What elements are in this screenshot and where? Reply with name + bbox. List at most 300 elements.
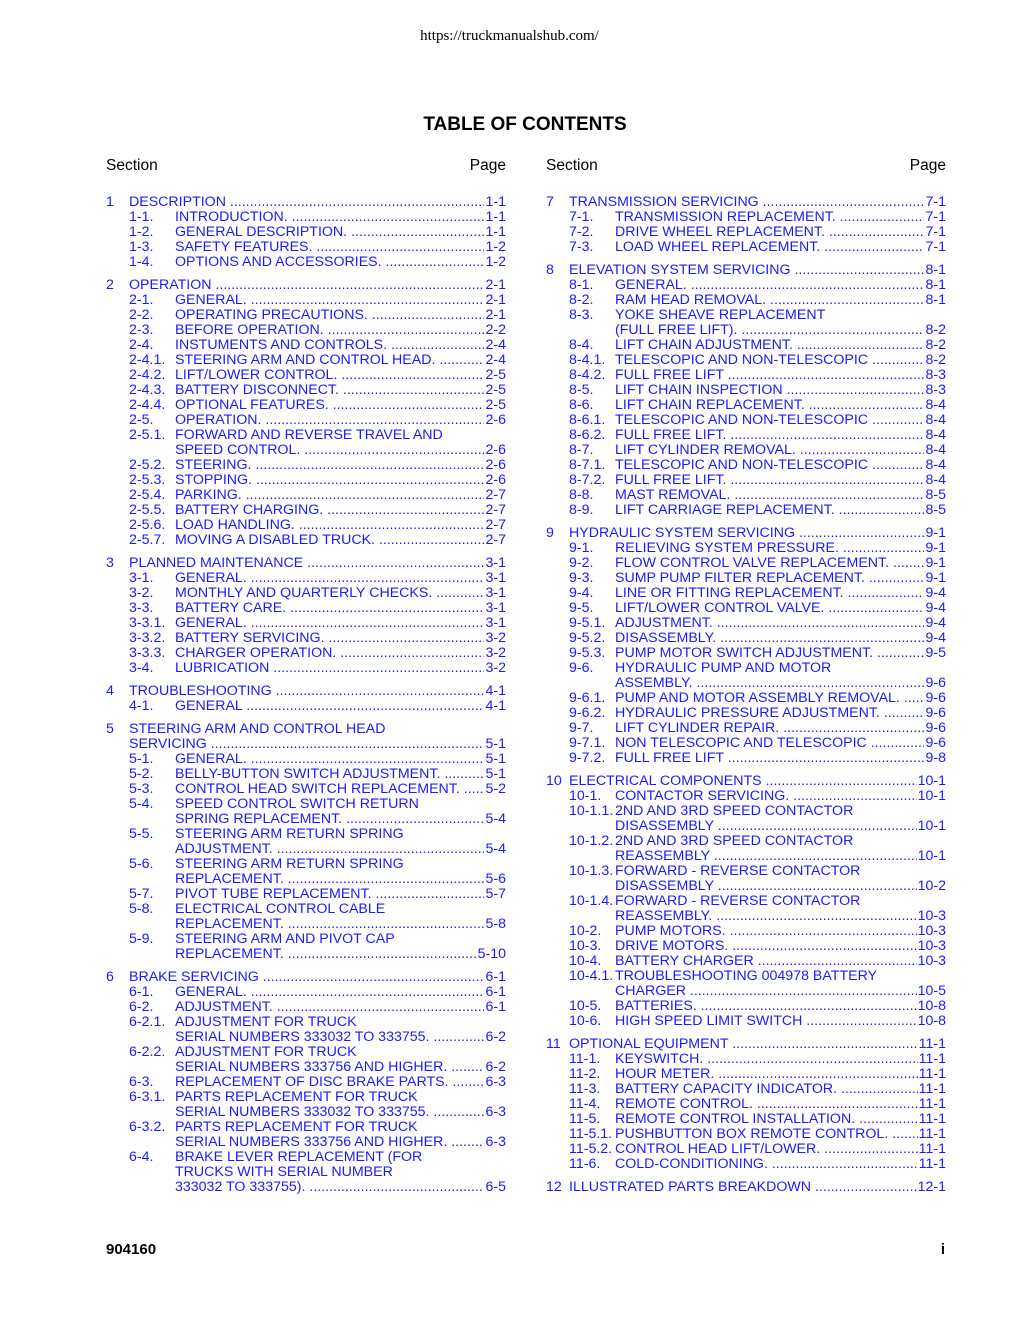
- toc-page-ref[interactable]: 5-1: [485, 736, 506, 752]
- toc-entry-heading-line[interactable]: [546, 894, 946, 909]
- toc-entry[interactable]: [546, 924, 946, 939]
- toc-page-ref[interactable]: 9-4: [925, 600, 946, 616]
- toc-entry[interactable]: [106, 503, 506, 518]
- toc-entry[interactable]: [546, 541, 946, 556]
- toc-entry[interactable]: [546, 676, 946, 691]
- toc-section-number: 3-4.: [129, 660, 154, 676]
- toc-entry-title: LOAD HANDLING. .....: [175, 518, 484, 533]
- toc-entry-title: GENERAL. .....: [175, 752, 484, 767]
- toc-entry[interactable]: [546, 1097, 946, 1112]
- toc-page-ref[interactable]: 11-1: [918, 1081, 946, 1097]
- toc-entry-heading-line[interactable]: [106, 827, 506, 842]
- toc-entry-title: ILLUSTRATED PARTS BREAKDOWN .....: [569, 1180, 917, 1195]
- toc-entry[interactable]: [106, 1000, 506, 1015]
- toc-page-ref[interactable]: 2-7: [485, 502, 506, 518]
- toc-entry-heading-line[interactable]: [106, 1165, 506, 1180]
- toc-entry-title: LIFT/LOWER CONTROL. .....: [175, 368, 484, 383]
- toc-entry[interactable]: [106, 782, 506, 797]
- toc-entry[interactable]: [106, 631, 506, 646]
- toc-page-ref[interactable]: 10-2: [917, 878, 946, 894]
- toc-entry[interactable]: [106, 812, 506, 827]
- toc-entry[interactable]: [546, 413, 946, 428]
- toc-page-ref[interactable]: 2-6: [485, 472, 506, 488]
- toc-entry[interactable]: [546, 458, 946, 473]
- toc-entry-heading-line[interactable]: [106, 1150, 506, 1165]
- toc-section-number: 7: [546, 194, 554, 210]
- toc-entry[interactable]: [106, 752, 506, 767]
- toc-page-ref[interactable]: 8-5: [925, 502, 946, 518]
- toc-entry-title-line: HYDRAULIC PUMP AND MOTOR: [615, 660, 832, 676]
- toc-entry-heading-line[interactable]: [106, 722, 506, 737]
- toc-section-number: 8-6.1.: [569, 412, 606, 428]
- toc-page-ref[interactable]: 5-10: [477, 946, 506, 962]
- toc-section-number: 2-3.: [129, 322, 154, 338]
- toc-entry[interactable]: [546, 849, 946, 864]
- toc-page-ref[interactable]: 8-4: [925, 427, 946, 443]
- toc-page-ref[interactable]: 3-2: [485, 660, 506, 676]
- toc-entry[interactable]: [106, 195, 506, 210]
- toc-page-ref[interactable]: 10-1: [917, 818, 946, 834]
- toc-entry-title: FULL FREE LIFT .....: [615, 751, 924, 766]
- toc-page-ref[interactable]: 5-6: [485, 871, 506, 887]
- toc-entry[interactable]: [546, 225, 946, 240]
- toc-page-ref[interactable]: 9-1: [925, 540, 946, 556]
- toc-entry[interactable]: [546, 503, 946, 518]
- toc-page-ref[interactable]: 7-1: [925, 224, 946, 240]
- toc-page-ref[interactable]: 2-4: [485, 352, 506, 368]
- toc-section-number: 2-4.4.: [129, 397, 166, 413]
- toc-page-ref[interactable]: 9-4: [925, 585, 946, 601]
- toc-page-ref[interactable]: 9-8: [925, 750, 946, 766]
- toc-page-ref[interactable]: 8-5: [925, 487, 946, 503]
- toc-entry[interactable]: [106, 383, 506, 398]
- toc-entry[interactable]: [106, 1135, 506, 1150]
- toc-page-ref[interactable]: 9-6: [925, 690, 946, 706]
- toc-entry[interactable]: [106, 684, 506, 699]
- toc-entry[interactable]: [546, 263, 946, 278]
- toc-page-ref[interactable]: 9-1: [925, 555, 946, 571]
- toc-entry[interactable]: [106, 293, 506, 308]
- toc-entry[interactable]: [546, 616, 946, 631]
- toc-entry[interactable]: [546, 736, 946, 751]
- toc-page-ref[interactable]: 8-2: [925, 352, 946, 368]
- toc-page-ref[interactable]: 11-1: [918, 1096, 946, 1112]
- toc-page-ref[interactable]: 8-4: [925, 412, 946, 428]
- toc-entry[interactable]: [106, 699, 506, 714]
- toc-page-ref[interactable]: 2-7: [485, 532, 506, 548]
- toc-page-ref[interactable]: 5-4: [485, 811, 506, 827]
- toc-page-ref[interactable]: 3-1: [485, 585, 506, 601]
- toc-entry-heading-line[interactable]: [546, 864, 946, 879]
- toc-section-number: 9-5.3.: [569, 645, 606, 661]
- toc-section-number: 6-2.2.: [129, 1044, 166, 1060]
- toc-entry[interactable]: [546, 323, 946, 338]
- toc-entry[interactable]: [106, 1180, 506, 1195]
- toc-section-number: 3-2.: [129, 585, 154, 601]
- toc-page-ref[interactable]: 6-1: [485, 984, 506, 1000]
- toc-entry-title: OPERATION. .....: [175, 413, 484, 428]
- toc-page-ref[interactable]: 5-1: [485, 766, 506, 782]
- toc-entry-title: OPTIONAL EQUIPMENT .....: [569, 1037, 918, 1052]
- toc-entry[interactable]: [106, 458, 506, 473]
- toc-entry[interactable]: [546, 473, 946, 488]
- toc-page-ref[interactable]: 8-4: [925, 457, 946, 473]
- toc-entry-title: HYDRAULIC SYSTEM SERVICING .....: [569, 526, 924, 541]
- toc-entry[interactable]: [106, 210, 506, 225]
- toc-page-ref[interactable]: 6-3: [485, 1104, 506, 1120]
- toc-entry[interactable]: [546, 954, 946, 969]
- toc-page-ref[interactable]: 5-7: [485, 886, 506, 902]
- toc-entry-title: CONTACTOR SERVICING. .....: [615, 789, 917, 804]
- toc-entry[interactable]: [546, 428, 946, 443]
- toc-entry[interactable]: [546, 1037, 946, 1052]
- toc-page-ref[interactable]: 1-2: [485, 239, 506, 255]
- toc-page-ref[interactable]: 8-4: [925, 397, 946, 413]
- toc-entry[interactable]: [106, 767, 506, 782]
- toc-entry[interactable]: [546, 646, 946, 661]
- toc-page-ref[interactable]: 5-8: [485, 916, 506, 932]
- toc-section-number: 10-2.: [569, 923, 602, 939]
- toc-entry[interactable]: [546, 789, 946, 804]
- toc-section-number: 11-5.1.: [569, 1126, 613, 1142]
- toc-entry[interactable]: [106, 1105, 506, 1120]
- toc-entry[interactable]: [106, 661, 506, 676]
- toc-page-ref[interactable]: 2-2: [485, 322, 506, 338]
- toc-entry[interactable]: [546, 368, 946, 383]
- toc-page-ref[interactable]: 3-1: [485, 555, 506, 571]
- toc-page-ref[interactable]: 2-5: [485, 382, 506, 398]
- toc-entry-heading-line[interactable]: [106, 428, 506, 443]
- toc-page-ref[interactable]: 11-1: [918, 1126, 946, 1142]
- toc-entry-heading-line[interactable]: [546, 804, 946, 819]
- toc-entry-heading-line[interactable]: [106, 1045, 506, 1060]
- toc-entry[interactable]: [546, 1082, 946, 1097]
- toc-entry[interactable]: [546, 210, 946, 225]
- toc-page-ref[interactable]: 4-1: [485, 683, 506, 699]
- toc-page-ref[interactable]: 7-1: [925, 239, 946, 255]
- toc-page-ref[interactable]: 10-3: [917, 923, 946, 939]
- toc-page-ref[interactable]: 9-6: [925, 705, 946, 721]
- toc-entry[interactable]: [546, 691, 946, 706]
- toc-page-ref[interactable]: 9-4: [925, 615, 946, 631]
- toc-entry[interactable]: [106, 255, 506, 270]
- toc-section-number: 2-5.1.: [129, 427, 166, 443]
- toc-page-ref[interactable]: 1-2: [485, 254, 506, 270]
- toc-chapter-group: [546, 526, 946, 766]
- toc-entry[interactable]: [546, 909, 946, 924]
- toc-page-ref[interactable]: 2-1: [485, 277, 506, 293]
- toc-entry-title: PIVOT TUBE REPLACEMENT. .....: [175, 887, 484, 902]
- toc-page-ref[interactable]: 2-4: [485, 337, 506, 353]
- toc-section-number: 5-6.: [129, 856, 154, 872]
- source-url: https://truckmanualshub.com/: [420, 28, 599, 44]
- toc-entry[interactable]: [106, 601, 506, 616]
- toc-entry[interactable]: [546, 571, 946, 586]
- toc-entry[interactable]: [546, 1067, 946, 1082]
- toc-entry[interactable]: [546, 706, 946, 721]
- toc-entry[interactable]: [546, 774, 946, 789]
- toc-page-ref[interactable]: 11-1: [918, 1111, 946, 1127]
- toc-page-ref[interactable]: 8-2: [925, 337, 946, 353]
- toc-entry[interactable]: [546, 526, 946, 541]
- toc-entry[interactable]: [106, 398, 506, 413]
- toc-entry[interactable]: [106, 353, 506, 368]
- toc-entry[interactable]: [106, 308, 506, 323]
- toc-page-ref[interactable]: 10-1: [917, 848, 946, 864]
- toc-entry[interactable]: [546, 278, 946, 293]
- toc-page-ref[interactable]: 9-6: [925, 720, 946, 736]
- toc-section-number: 1: [106, 194, 114, 210]
- toc-page-ref[interactable]: 4-1: [485, 698, 506, 714]
- toc-entry[interactable]: [546, 240, 946, 255]
- toc-page-ref[interactable]: 6-1: [485, 969, 506, 985]
- toc-section-number: 8-4.2.: [569, 367, 606, 383]
- toc-section-number: 9-6.1.: [569, 690, 606, 706]
- toc-page-ref[interactable]: 11-1: [918, 1036, 946, 1052]
- toc-page-ref[interactable]: 8-2: [925, 322, 946, 338]
- toc-entry-title: SERVICING .....: [129, 737, 484, 752]
- toc-section-number: 9-6.2.: [569, 705, 606, 721]
- toc-page-ref[interactable]: 9-4: [925, 630, 946, 646]
- toc-entry[interactable]: [106, 1075, 506, 1090]
- toc-entry[interactable]: [106, 473, 506, 488]
- toc-entry[interactable]: [106, 737, 506, 752]
- toc-page-ref[interactable]: 10-5: [917, 983, 946, 999]
- toc-entry[interactable]: [106, 556, 506, 571]
- toc-page-ref[interactable]: 2-1: [485, 292, 506, 308]
- toc-entry-heading-line[interactable]: [546, 969, 946, 984]
- toc-page-ref[interactable]: 1-1: [485, 194, 506, 210]
- toc-page-ref[interactable]: 2-7: [485, 487, 506, 503]
- toc-entry[interactable]: [546, 443, 946, 458]
- toc-page-ref[interactable]: 8-3: [925, 382, 946, 398]
- toc-entry[interactable]: [546, 338, 946, 353]
- section-heading: Section: [106, 157, 158, 174]
- toc-entry[interactable]: [546, 1127, 946, 1142]
- toc-entry[interactable]: [546, 1180, 946, 1195]
- toc-column-left: [106, 157, 506, 1203]
- toc-page-ref[interactable]: 6-2: [485, 1059, 506, 1075]
- toc-page-ref[interactable]: 6-2: [485, 1029, 506, 1045]
- toc-page-ref[interactable]: 3-2: [485, 645, 506, 661]
- toc-entry[interactable]: [106, 917, 506, 932]
- toc-page-ref[interactable]: 3-2: [485, 630, 506, 646]
- toc-entry-heading-line[interactable]: [546, 661, 946, 676]
- toc-entry[interactable]: [546, 293, 946, 308]
- toc-entry[interactable]: [546, 879, 946, 894]
- toc-entry[interactable]: [546, 353, 946, 368]
- toc-entry-title: GENERAL. .....: [175, 293, 484, 308]
- toc-page-ref[interactable]: 2-5: [485, 397, 506, 413]
- toc-page-ref[interactable]: 10-3: [917, 938, 946, 954]
- toc-entry-title: GENERAL. .....: [175, 985, 484, 1000]
- toc-chapter-group: [546, 1037, 946, 1172]
- toc-entry[interactable]: [546, 1052, 946, 1067]
- toc-entry[interactable]: [106, 533, 506, 548]
- toc-page-ref[interactable]: 6-5: [485, 1179, 506, 1195]
- toc-section-number: 11-5.2.: [569, 1141, 613, 1157]
- toc-entry[interactable]: [106, 571, 506, 586]
- toc-page-ref[interactable]: 10-8: [917, 1013, 946, 1029]
- toc-page-ref[interactable]: 2-5: [485, 367, 506, 383]
- toc-page-ref[interactable]: 10-1: [917, 788, 946, 804]
- toc-page-ref[interactable]: 3-1: [485, 600, 506, 616]
- toc-entry[interactable]: [546, 721, 946, 736]
- toc-page-ref[interactable]: 8-1: [925, 262, 946, 278]
- toc-section-number: 10-1.4.: [569, 893, 614, 909]
- toc-entry-title: OPTIONAL FEATURES. .....: [175, 398, 484, 413]
- toc-entry-title: CONTROL HEAD SWITCH REPLACEMENT. .....: [175, 782, 484, 797]
- toc-entry-heading-line[interactable]: [106, 1120, 506, 1135]
- toc-entry[interactable]: [106, 443, 506, 458]
- toc-entry-heading-line[interactable]: [106, 1090, 506, 1105]
- toc-section-number: 12: [546, 1179, 562, 1195]
- toc-page-ref[interactable]: 7-1: [925, 194, 946, 210]
- toc-page-ref[interactable]: 11-1: [918, 1066, 946, 1082]
- toc-entry[interactable]: [546, 383, 946, 398]
- toc-entry-title: BATTERIES. .....: [615, 999, 917, 1014]
- toc-entry[interactable]: [106, 240, 506, 255]
- toc-entry[interactable]: [106, 872, 506, 887]
- toc-entry[interactable]: [546, 939, 946, 954]
- toc-entry[interactable]: [106, 518, 506, 533]
- toc-page-ref[interactable]: 11-1: [918, 1051, 946, 1067]
- toc-entry[interactable]: [106, 586, 506, 601]
- toc-entry[interactable]: [546, 631, 946, 646]
- toc-entry[interactable]: [546, 398, 946, 413]
- toc-section-number: 10-1.3.: [569, 863, 614, 879]
- toc-section-number: 2-5.7.: [129, 532, 166, 548]
- toc-page-ref[interactable]: 2-7: [485, 517, 506, 533]
- toc-page-ref[interactable]: 11-1: [918, 1156, 946, 1172]
- toc-section-number: 5-4.: [129, 796, 154, 812]
- toc-entry[interactable]: [546, 586, 946, 601]
- toc-entry[interactable]: [546, 984, 946, 999]
- toc-entry[interactable]: [546, 1157, 946, 1172]
- toc-page-ref[interactable]: 10-1: [917, 773, 946, 789]
- toc-page-ref[interactable]: 7-1: [925, 209, 946, 225]
- toc-entry[interactable]: [106, 323, 506, 338]
- toc-page-ref[interactable]: 5-1: [485, 751, 506, 767]
- toc-page-ref[interactable]: 12-1: [917, 1179, 946, 1195]
- toc-entry-heading-line[interactable]: [106, 797, 506, 812]
- toc-entry[interactable]: [546, 751, 946, 766]
- toc-entry-heading-line[interactable]: [106, 902, 506, 917]
- toc-entry[interactable]: [106, 616, 506, 631]
- toc-entry-title: OPERATION .....: [129, 278, 484, 293]
- toc-entry-heading-line[interactable]: [546, 834, 946, 849]
- toc-page-ref[interactable]: 9-6: [925, 675, 946, 691]
- toc-page-ref[interactable]: 5-2: [485, 781, 506, 797]
- toc-page-ref[interactable]: 3-1: [485, 615, 506, 631]
- toc-entry-title: LINE OR FITTING REPLACEMENT. .....: [615, 586, 924, 601]
- toc-section-number: 6-1.: [129, 984, 154, 1000]
- toc-section-number: 2: [106, 277, 114, 293]
- toc-entry[interactable]: [106, 947, 506, 962]
- toc-entry[interactable]: [106, 368, 506, 383]
- toc-page-ref[interactable]: 2-6: [485, 442, 506, 458]
- toc-page-ref[interactable]: 8-1: [925, 277, 946, 293]
- toc-entry[interactable]: [106, 970, 506, 985]
- toc-entry-title: FULL FREE LIFT .....: [615, 368, 924, 383]
- toc-page-ref[interactable]: 9-1: [925, 570, 946, 586]
- toc-entry-title: SUMP PUMP FILTER REPLACEMENT. .....: [615, 571, 924, 586]
- toc-page-ref[interactable]: 1-1: [485, 224, 506, 240]
- toc-page-ref[interactable]: 9-6: [925, 735, 946, 751]
- toc-page-ref[interactable]: 10-3: [917, 908, 946, 924]
- toc-entry[interactable]: [106, 842, 506, 857]
- toc-entry[interactable]: [546, 999, 946, 1014]
- toc-page-ref[interactable]: 10-8: [917, 998, 946, 1014]
- toc-page-ref[interactable]: 8-3: [925, 367, 946, 383]
- toc-page-ref[interactable]: 6-1: [485, 999, 506, 1015]
- toc-entry[interactable]: [106, 225, 506, 240]
- toc-entry[interactable]: [546, 819, 946, 834]
- toc-entry-title: LUBRICATION .....: [175, 661, 484, 676]
- toc-entry[interactable]: [106, 646, 506, 661]
- toc-entry-title: HIGH SPEED LIMIT SWITCH .....: [615, 1014, 917, 1029]
- toc-entry-title: SPRING REPLACEMENT. .....: [175, 812, 484, 827]
- toc-entry-title: MOVING A DISABLED TRUCK. .....: [175, 533, 484, 548]
- toc-section-number: 10-1.2.: [569, 833, 614, 849]
- toc-entry-title: GENERAL .....: [175, 699, 484, 714]
- toc-page-ref[interactable]: 6-3: [485, 1134, 506, 1150]
- toc-page-ref[interactable]: 11-1: [918, 1141, 946, 1157]
- toc-page-ref[interactable]: 8-4: [925, 442, 946, 458]
- toc-entry-title: OPERATING PRECAUTIONS. .....: [175, 308, 484, 323]
- toc-entry[interactable]: [546, 601, 946, 616]
- toc-entry-title: HOUR METER. .....: [615, 1067, 918, 1082]
- toc-entry[interactable]: [106, 1060, 506, 1075]
- toc-chapter-group: [106, 722, 506, 962]
- toc-entry[interactable]: [106, 278, 506, 293]
- toc-entry-heading-line[interactable]: [106, 932, 506, 947]
- toc-entry-heading-line[interactable]: [106, 1015, 506, 1030]
- toc-chapter-group: [106, 556, 506, 676]
- toc-page-ref[interactable]: 2-6: [485, 457, 506, 473]
- toc-entry-title-line: 2ND AND 3RD SPEED CONTACTOR: [615, 803, 854, 819]
- toc-entry[interactable]: [546, 1014, 946, 1029]
- toc-section-number: 11: [546, 1036, 561, 1052]
- toc-entry[interactable]: [546, 1112, 946, 1127]
- toc-section-number: 9-5.: [569, 600, 594, 616]
- toc-entry-heading-line[interactable]: [546, 308, 946, 323]
- toc-entry[interactable]: [546, 195, 946, 210]
- toc-entry[interactable]: [546, 1142, 946, 1157]
- toc-entry-heading-line[interactable]: [106, 857, 506, 872]
- toc-entry[interactable]: [546, 488, 946, 503]
- toc-page-ref[interactable]: 10-3: [917, 953, 946, 969]
- toc-entry[interactable]: [106, 488, 506, 503]
- toc-page-ref[interactable]: 8-4: [925, 472, 946, 488]
- toc-page-ref[interactable]: 9-1: [925, 525, 946, 541]
- toc-page-ref[interactable]: 1-1: [485, 209, 506, 225]
- toc-entry[interactable]: [106, 887, 506, 902]
- toc-entry[interactable]: [546, 556, 946, 571]
- toc-section-number: 3-3.3.: [129, 645, 166, 661]
- toc-page-ref[interactable]: 3-1: [485, 570, 506, 586]
- toc-entry[interactable]: [106, 338, 506, 353]
- toc-page-ref[interactable]: 6-3: [485, 1074, 506, 1090]
- toc-page-ref[interactable]: 5-4: [485, 841, 506, 857]
- toc-entry[interactable]: [106, 413, 506, 428]
- toc-page-ref[interactable]: 2-1: [485, 307, 506, 323]
- toc-page-ref[interactable]: 2-6: [485, 412, 506, 428]
- toc-entry[interactable]: [106, 1030, 506, 1045]
- toc-entry[interactable]: [106, 985, 506, 1000]
- toc-page-ref[interactable]: 9-5: [925, 645, 946, 661]
- toc-page-ref[interactable]: 8-1: [925, 292, 946, 308]
